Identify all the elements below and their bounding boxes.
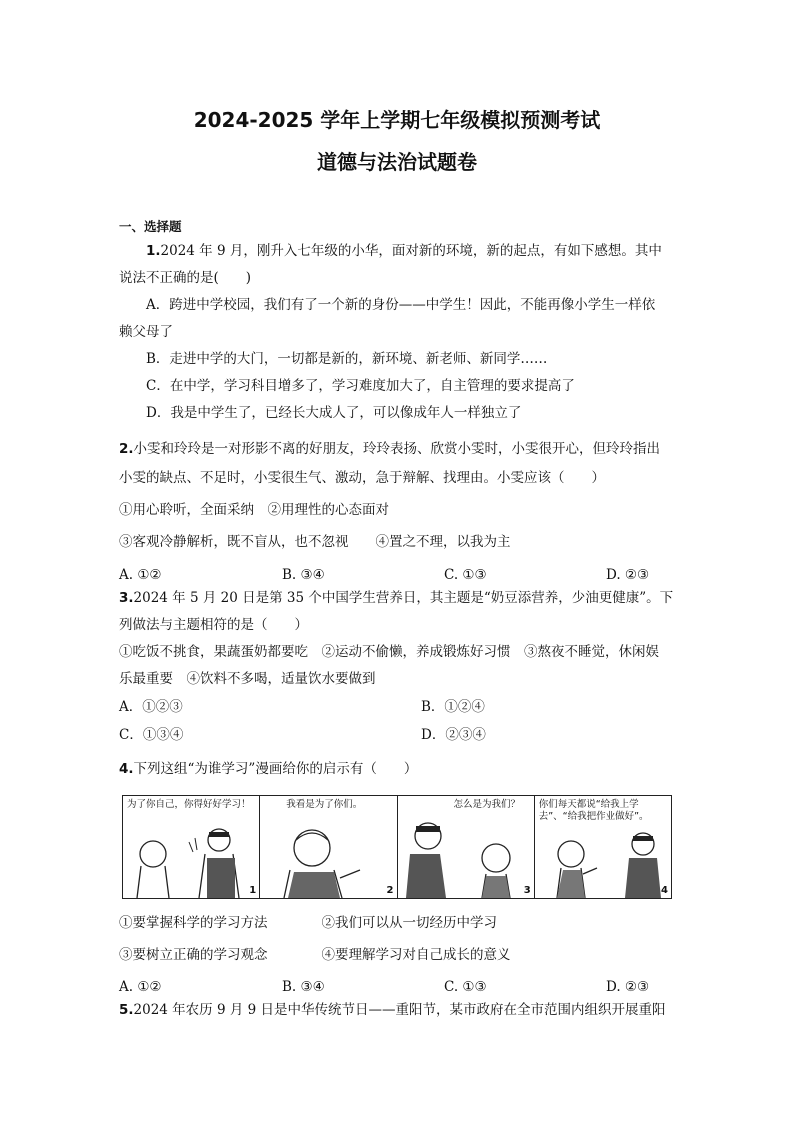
question-4-option-b: B. ③④ (282, 979, 325, 995)
question-5-number: 5. (119, 1002, 134, 1018)
question-1-stem-cont: 说法不正确的是( ) (119, 270, 252, 286)
question-3-stem (119, 589, 673, 607)
question-2-option-b: B. ③④ (282, 567, 325, 583)
question-4-option-d: D. ②③ (606, 979, 650, 995)
question-3-number: 3. (119, 590, 134, 606)
question-2-number: 2. (119, 441, 134, 457)
question-4-stem-text: 下列这组“为谁学习”漫画给你的启示有（ ） (133, 761, 418, 777)
question-2-option-c: C. ①③ (444, 567, 487, 583)
question-4-option-a: A. ①② (119, 979, 162, 995)
comic-panel-1 (123, 796, 260, 898)
question-3-option-c: C．①③④ (119, 727, 184, 743)
question-1-stem (146, 242, 662, 260)
question-3-stem-text: 2024 年 5 月 20 日是第 35 个中国学生营养日，其主题是“奶豆添营养，少油更健康”。下 (133, 590, 674, 606)
question-2-stem-cont: 小雯的缺点、不足时，小雯很生气、激动，急于辩解、找理由。小雯应该（ ） (119, 470, 605, 486)
comic-number-1: 1 (249, 885, 257, 896)
comic-caption-4: 你们每天都说“给我上学去”、“给我把作业做好”。 (538, 799, 649, 822)
question-1-option-c: C．在中学，学习科目增多了，学习难度加大了，自主管理的要求提高了 (146, 378, 575, 394)
comic-number-2: 2 (386, 885, 394, 896)
question-2-option-d: D. ②③ (606, 567, 650, 583)
exam-title: 2024-2025 学年上学期七年级模拟预测考试 (193, 108, 601, 132)
comic-illustration-2 (260, 796, 396, 898)
question-3-option-b: B．①②④ (421, 699, 485, 715)
question-2-statements-1: ①用心聆听，全面采纳 ②用理性的心态面对 (119, 502, 389, 518)
comic-panel-4 (535, 796, 671, 898)
question-5-stem-text: 2024 年农历 9 月 9 日是中华传统节日——重阳节，某市政府在全市范围内组织开展重阳 (133, 1002, 666, 1018)
section-heading: 一、选择题 (119, 219, 182, 234)
question-4-stem (119, 760, 417, 778)
question-1-number: 1. (146, 243, 161, 259)
question-4-option-c: C. ①③ (444, 979, 487, 995)
comic-illustration-1 (123, 796, 259, 898)
question-2-stem-text: 小雯和玲玲是一对形影不离的好朋友，玲玲表扬、欣赏小雯时，小雯很开心，但玲玲指出 (133, 441, 661, 457)
question-4-number: 4. (119, 761, 134, 777)
comic-caption-2: 我看是为了你们。 (286, 799, 363, 810)
question-3-statements-2: 乐最重要 ④饮料不多喝，适量饮水要做到 (119, 671, 376, 687)
comic-panel-3 (398, 796, 535, 898)
comic-caption-3: 怎么是为我们？ (453, 799, 521, 810)
question-1-option-b: B．走进中学的大门，一切都是新的，新环境、新老师、新同学…… (146, 351, 548, 367)
question-3-option-a: A．①②③ (119, 699, 183, 715)
question-3-statements-1: ①吃饭不挑食，果蔬蛋奶都要吃 ②运动不偷懒，养成锻炼好习惯 ③熬夜不睡觉，休闲娱 (119, 644, 659, 660)
comic-caption-1: 为了你自己，你得好好学习！ (127, 799, 251, 810)
comic-strip (122, 795, 672, 899)
comic-panel-2 (260, 796, 397, 898)
comic-number-4: 4 (661, 885, 668, 896)
question-1-option-a: A．跨进中学校园，我们有了一个新的身份——中学生！因此，不能再像小学生一样依 (146, 297, 656, 313)
question-3-option-d: D．②③④ (421, 727, 486, 743)
question-1-stem-text: 2024 年 9 月，刚升入七年级的小华，面对新的环境，新的起点，有如下感想。其中 (160, 243, 662, 259)
question-2-option-a: A. ①② (119, 567, 162, 583)
question-2-statements-2: ③客观冷静解析，既不盲从，也不忽视 ④置之不理，以我为主 (119, 534, 511, 550)
question-4-statements-2: ③要树立正确的学习观念 ④要理解学习对自己成长的意义 (119, 947, 511, 963)
question-5-stem (119, 1001, 666, 1019)
question-4-statements-1: ①要掌握科学的学习方法 ②我们可以从一切经历中学习 (119, 915, 497, 931)
question-2-stem (119, 440, 660, 458)
exam-subtitle: 道德与法治试题卷 (317, 150, 477, 174)
comic-number-3: 3 (523, 885, 531, 896)
comic-illustration-3 (398, 796, 534, 898)
question-1-option-a-cont: 赖父母了 (119, 324, 173, 340)
question-1-option-d: D．我是中学生了，已经长大成人了，可以像成年人一样独立了 (146, 405, 522, 421)
question-3-stem-cont: 列做法与主题相符的是（ ） (119, 617, 308, 633)
